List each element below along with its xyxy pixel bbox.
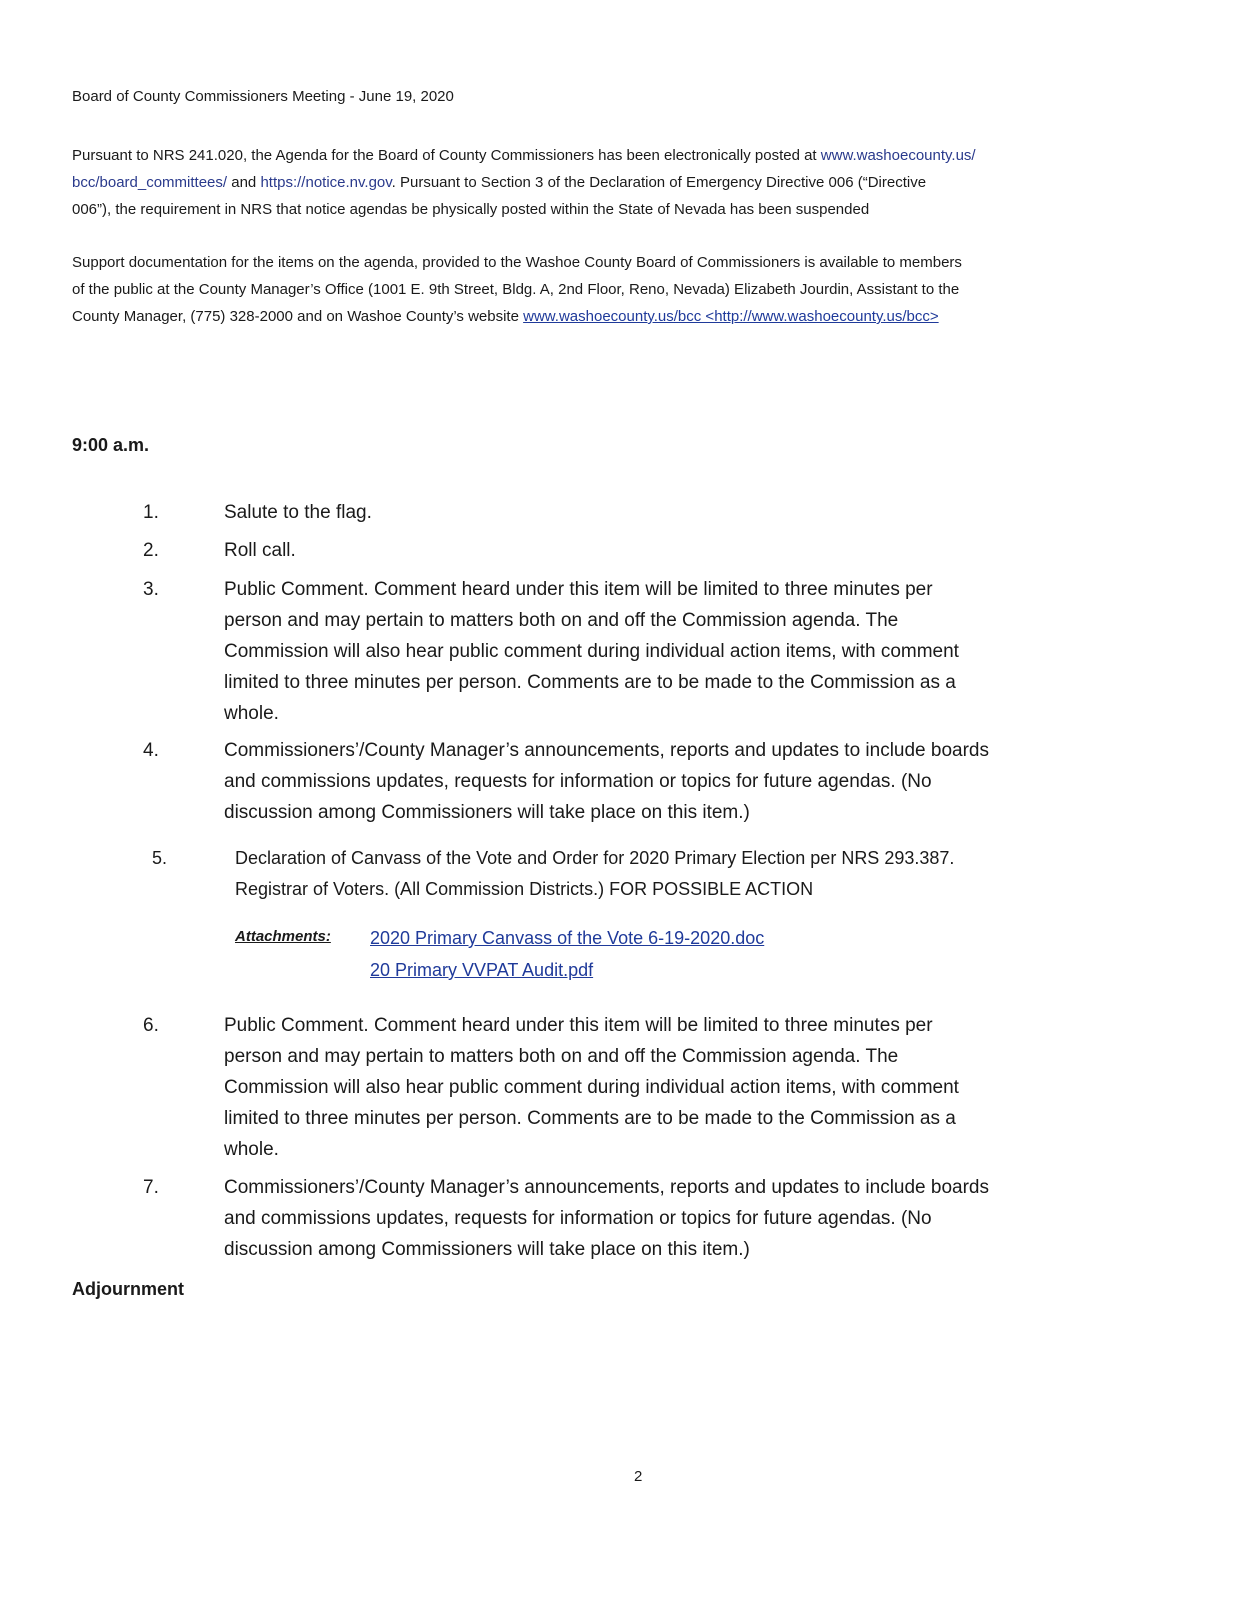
- item-2-number: 2.: [143, 540, 159, 561]
- item-5-text: [235, 843, 954, 905]
- item-4-text: [224, 735, 989, 828]
- item-7-line: and commissions updates, requests for information or topics for future agendas. (No: [224, 1208, 932, 1229]
- item-5-line: Declaration of Canvass of the Vote and Order for 2020 Primary Election per NRS 293.387.: [235, 848, 955, 868]
- item-5-number: 5.: [152, 848, 168, 868]
- item-3-line: Public Comment. Comment heard under this item will be limited to three minutes per: [224, 579, 933, 600]
- item-6-line: person and may pertain to matters both on and off the Commission agenda. The: [224, 1046, 899, 1067]
- notice-nv-gov-link[interactable]: https://notice.nv.gov: [260, 174, 392, 191]
- board-committees-link[interactable]: bcc/board_committees/: [72, 174, 228, 191]
- item-4-number: 4.: [143, 740, 159, 761]
- notice-line-3: 006”), the requirement in NRS that notice agendas be physically posted within the State of Nevada has been suspended: [72, 201, 870, 218]
- notice-paragraph: [72, 142, 976, 223]
- item-6-line: Public Comment. Comment heard under this item will be limited to three minutes per: [224, 1015, 933, 1036]
- notice-line-2-text: . Pursuant to Section 3 of the Declaration of Emergency Directive 006 (“Directive: [391, 174, 927, 191]
- item-4-line: Commissioners’/County Manager’s announcements, reports and updates to include boards: [224, 740, 990, 761]
- support-line-3-text: County Manager, (775) 328-2000 and on Washoe County’s website: [72, 308, 524, 325]
- item-3-text: [224, 574, 959, 729]
- item-7-text: [224, 1172, 989, 1265]
- item-4-line: discussion among Commissioners will take place on this item.): [224, 802, 750, 823]
- item-3-number: 3.: [143, 579, 159, 600]
- attachments-label: Attachments:: [235, 928, 331, 945]
- item-5-line: Registrar of Voters. (All Commission Districts.) FOR POSSIBLE ACTION: [235, 879, 814, 899]
- notice-and-text: and: [227, 174, 261, 191]
- item-6-text: [224, 1010, 959, 1165]
- notice-line-1-text: Pursuant to NRS 241.020, the Agenda for the Board of County Commissioners has been electronically posted at: [72, 147, 821, 164]
- item-4-line: and commissions updates, requests for information or topics for future agendas. (No: [224, 771, 932, 792]
- support-paragraph: [72, 249, 962, 330]
- bcc-website-link[interactable]: www.washoecounty.us/bcc <http://www.washoecounty.us/bcc>: [523, 308, 939, 325]
- item-3-line: person and may pertain to matters both on and off the Commission agenda. The: [224, 610, 899, 631]
- time-heading: 9:00 a.m.: [72, 435, 150, 455]
- item-3-line: limited to three minutes per person. Comments are to be made to the Commission as a: [224, 672, 956, 693]
- item-6-line: Commission will also hear public comment during individual action items, with comment: [224, 1077, 959, 1098]
- support-line-2: of the public at the County Manager’s Office (1001 E. 9th Street, Bldg. A, 2nd Floor, Reno, Nevada) Elizabeth Jourdin, Assistant to the: [72, 281, 960, 298]
- item-6-number: 6.: [143, 1015, 159, 1036]
- attachments-list: [370, 922, 764, 986]
- notice-line-1: [72, 142, 976, 169]
- item-2-line: Roll call.: [224, 540, 296, 561]
- washoe-county-link[interactable]: www.washoecounty.us/: [820, 147, 976, 164]
- support-line-1: Support documentation for the items on the agenda, provided to the Washoe County Board of Commissioners is available to members: [72, 254, 962, 271]
- item-1-number: 1.: [143, 502, 159, 523]
- item-2-text: [224, 535, 296, 566]
- item-7-number: 7.: [143, 1177, 159, 1198]
- item-1-text: [224, 497, 372, 528]
- attachment-vvpat-audit-link[interactable]: 20 Primary VVPAT Audit.pdf: [370, 960, 594, 980]
- item-3-line: whole.: [224, 703, 279, 724]
- item-7-line: discussion among Commissioners will take place on this item.): [224, 1239, 750, 1260]
- page-number: 2: [634, 1468, 643, 1485]
- item-3-line: Commission will also hear public comment during individual action items, with comment: [224, 641, 959, 662]
- notice-line-2: [72, 169, 976, 196]
- item-6-line: whole.: [224, 1139, 279, 1160]
- attachment-canvass-doc-link[interactable]: 2020 Primary Canvass of the Vote 6-19-2020.doc: [370, 928, 765, 948]
- item-1-line: Salute to the flag.: [224, 502, 372, 523]
- meeting-title: Board of County Commissioners Meeting - June 19, 2020: [72, 88, 454, 105]
- support-line-3: [72, 303, 962, 330]
- adjournment-heading: Adjournment: [72, 1279, 184, 1299]
- item-7-line: Commissioners’/County Manager’s announcements, reports and updates to include boards: [224, 1177, 990, 1198]
- item-6-line: limited to three minutes per person. Comments are to be made to the Commission as a: [224, 1108, 956, 1129]
